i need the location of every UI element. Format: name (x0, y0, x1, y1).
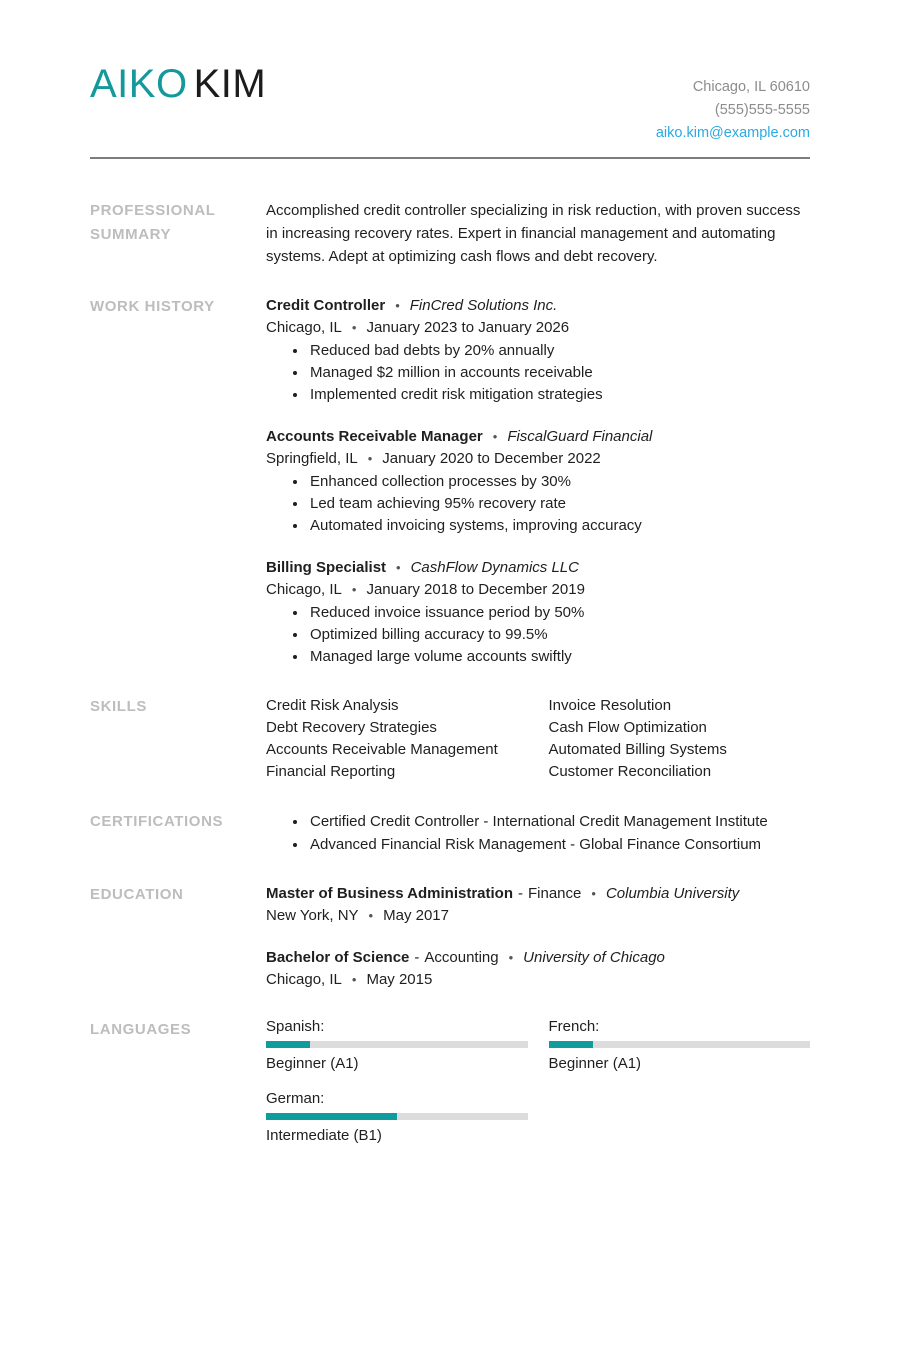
degree-name: Bachelor of Science (266, 949, 410, 966)
resume-header (90, 62, 810, 145)
graduation-date: May 2015 (366, 971, 433, 988)
language-proficiency-bar (266, 1113, 528, 1120)
language-entry (549, 1018, 811, 1073)
education-entry (266, 883, 810, 927)
section-label-summary: PROFESSIONAL SUMMARY (90, 202, 216, 243)
language-proficiency-fill (549, 1041, 593, 1048)
language-entry (266, 1018, 528, 1073)
education-entry (266, 947, 810, 991)
job-location: Springfield, IL (266, 450, 358, 467)
job-location: Chicago, IL (266, 319, 342, 336)
candidate-last-name: KIM (193, 62, 267, 106)
candidate-name (90, 62, 266, 106)
languages-grid (266, 1018, 810, 1145)
skill-item: Accounts Receivable Management (266, 741, 498, 758)
language-level: Beginner (A1) (266, 1055, 359, 1072)
certification-item: • Advanced Financial Risk Management - Global Finance Consortium (308, 833, 810, 856)
section-certifications (90, 810, 810, 856)
skill-item: Invoice Resolution (548, 697, 672, 714)
language-entry (266, 1090, 528, 1145)
school-name: Columbia University (605, 885, 740, 902)
section-label-skills: SKILLS (90, 698, 147, 715)
job-entry (266, 426, 810, 537)
job-entry (266, 557, 810, 668)
section-education (90, 883, 810, 991)
job-bullet-list (266, 471, 810, 537)
section-languages (90, 1018, 810, 1145)
degree-name: Master of Business Administration (266, 885, 513, 902)
section-label-certifications: CERTIFICATIONS (90, 813, 224, 830)
separator-dot: • (351, 972, 357, 987)
separator-dot: • (395, 298, 400, 313)
school-name: University of Chicago (523, 949, 665, 966)
certification-list (266, 810, 810, 856)
language-proficiency-bar (549, 1041, 811, 1048)
school-location: New York, NY (266, 907, 359, 924)
separator-dot: • (492, 429, 498, 444)
job-company: FinCred Solutions Inc. (409, 297, 558, 314)
job-company: CashFlow Dynamics LLC (410, 559, 579, 576)
language-level: Beginner (A1) (548, 1055, 642, 1072)
language-name: Spanish: (266, 1018, 325, 1035)
section-skills (90, 695, 810, 783)
skill-item: Customer Reconciliation (548, 763, 712, 780)
job-bullet: • Managed $2 million in accounts receivable (308, 362, 810, 384)
job-dates: January 2018 to December 2019 (366, 581, 585, 598)
job-bullet: • Implemented credit risk mitigation strategies (308, 384, 810, 406)
job-bullet: • Reduced invoice issuance period by 50% (308, 602, 810, 624)
skills-column-2 (549, 695, 811, 783)
job-entry (266, 295, 810, 406)
separator-dash: - (518, 885, 523, 902)
skill-item: Financial Reporting (266, 763, 396, 780)
skills-column-1 (266, 695, 528, 783)
separator-dot: • (396, 560, 401, 575)
language-proficiency-bar (266, 1041, 528, 1048)
job-bullet: • Led team achieving 95% recovery rate (308, 493, 810, 515)
section-work-history (90, 295, 810, 668)
job-bullet: • Optimized billing accuracy to 99.5% (308, 624, 810, 646)
separator-dash: - (414, 949, 420, 966)
graduation-date: May 2017 (383, 907, 449, 924)
languages-grid-spacer (549, 1090, 811, 1145)
separator-dot: • (368, 908, 374, 923)
summary-text: Accomplished credit controller specializing in risk reduction, with proven success in increasing recovery rates. Expert in financial management and automating systems. Adept at optimizing cash flows and debt recovery. (266, 202, 801, 265)
language-proficiency-fill (266, 1113, 397, 1120)
language-level: Intermediate (B1) (266, 1127, 382, 1144)
job-company: FiscalGuard Financial (507, 428, 653, 445)
separator-dot: • (591, 886, 596, 901)
skill-item: Cash Flow Optimization (548, 719, 707, 736)
job-bullet: • Enhanced collection processes by 30% (308, 471, 810, 493)
job-dates: January 2023 to January 2026 (366, 319, 570, 336)
job-title: Accounts Receivable Manager (266, 428, 483, 445)
skill-item: Credit Risk Analysis (266, 697, 399, 714)
job-bullet-list (266, 340, 810, 406)
header-divider (90, 157, 810, 159)
degree-field: Accounting (424, 949, 499, 966)
skill-item: Automated Billing Systems (548, 741, 727, 758)
skill-item: Debt Recovery Strategies (266, 719, 437, 736)
section-label-languages: LANGUAGES (90, 1021, 192, 1038)
skills-grid (266, 695, 810, 783)
separator-dot: • (367, 451, 373, 466)
job-bullet: • Reduced bad debts by 20% annually (308, 340, 810, 362)
contact-location: Chicago, IL 60610 (692, 79, 810, 95)
job-bullet: • Managed large volume accounts swiftly (308, 646, 810, 668)
certification-item: • Certified Credit Controller - International Credit Management Institute (308, 810, 810, 833)
separator-dot: • (508, 950, 514, 965)
language-name: French: (548, 1018, 600, 1035)
contact-info (656, 62, 810, 145)
contact-email-link[interactable]: aiko.kim@example.com (655, 125, 810, 141)
section-label-work-history: WORK HISTORY (90, 298, 215, 315)
degree-field: Finance (528, 885, 582, 902)
job-location: Chicago, IL (266, 581, 342, 598)
section-professional-summary (90, 199, 810, 268)
school-location: Chicago, IL (266, 971, 342, 988)
job-bullet-list (266, 602, 810, 668)
language-proficiency-fill (266, 1041, 310, 1048)
section-label-education: EDUCATION (90, 886, 184, 903)
job-title: Credit Controller (266, 297, 386, 314)
job-dates: January 2020 to December 2022 (382, 450, 601, 467)
separator-dot: • (351, 320, 357, 335)
job-bullet: • Automated invoicing systems, improving accuracy (308, 515, 810, 537)
job-title: Billing Specialist (266, 559, 387, 576)
language-name: German: (266, 1090, 325, 1107)
candidate-first-name: AIKO (90, 62, 188, 106)
separator-dot: • (351, 582, 357, 597)
contact-phone: (555)555-5555 (714, 102, 810, 118)
